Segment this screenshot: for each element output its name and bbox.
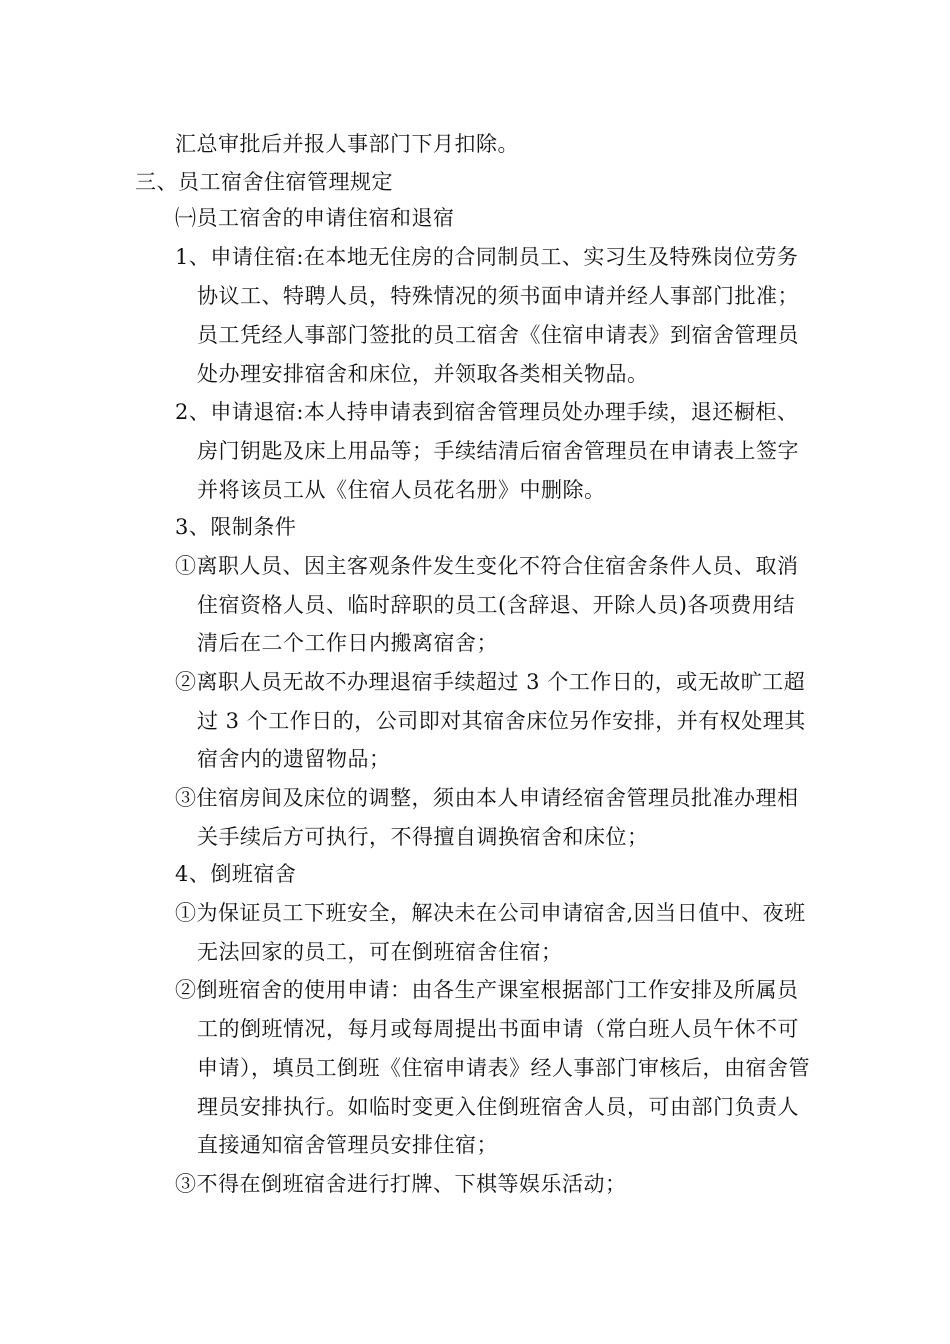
- text-line: ②倒班宿舍的使用申请：由各生产课室根据部门工作安排及所属员: [175, 978, 799, 1002]
- text-line: ③不得在倒班宿舍进行打牌、下棋等娱乐活动；: [175, 1172, 627, 1196]
- text-line: ②离职人员无故不办理退宿手续超过 3 个工作日的，或无故旷工超: [175, 670, 806, 694]
- subsection-heading: 3、限制条件: [175, 515, 297, 539]
- text-line: 员工凭经人事部门签批的员工宿舍《住宿申请表》到宿舍管理员: [197, 323, 799, 347]
- text-line: 2、申请退宿:本人持申请表到宿舍管理员处办理手续，退还橱柜、: [175, 400, 799, 424]
- text-line: 住宿资格人员、临时辞职的员工(含辞退、开除人员)各项费用结: [197, 593, 795, 617]
- text-line: 工的倒班情况，每月或每周提出书面申请（常白班人员午休不可: [197, 1017, 799, 1041]
- text-line: 1、申请住宿:在本地无住房的合同制员工、实习生及特殊岗位劳务: [175, 245, 799, 269]
- subsection-heading: ㈠员工宿舍的申请住宿和退宿: [175, 206, 455, 230]
- text-line: 无法回家的员工，可在倒班宿舍住宿；: [197, 940, 563, 964]
- text-line: 直接通知宿舍管理员安排住宿；: [197, 1133, 498, 1157]
- text-line: 协议工、特聘人员，特殊情况的须书面申请并经人事部门批准；: [197, 284, 799, 308]
- text-line: ③住宿房间及床位的调整，须由本人申请经宿舍管理员批准办理相: [175, 786, 799, 810]
- subsection-heading: 4、倒班宿舍: [175, 862, 297, 886]
- text-line: 关手续后方可执行，不得擅自调换宿舍和床位；: [197, 825, 649, 849]
- text-line: 处办理安排宿舍和床位，并领取各类相关物品。: [197, 362, 649, 386]
- text-line: 并将该员工从《住宿人员花名册》中删除。: [197, 478, 606, 502]
- text-line: 过 3 个工作日的，公司即对其宿舍床位另作安排，并有权处理其: [197, 709, 806, 733]
- text-line: 房门钥匙及床上用品等；手续结清后宿舍管理员在申请表上签字: [197, 439, 799, 463]
- section-heading: 三、员工宿舍住宿管理规定: [135, 170, 393, 194]
- text-line: ①为保证员工下班安全，解决未在公司申请宿舍,因当日值中、夜班: [175, 901, 806, 925]
- text-line: ①离职人员、因主客观条件发生变化不符合住宿舍条件人员、取消: [175, 554, 799, 578]
- text-line: 汇总审批后并报人事部门下月扣除。: [175, 132, 519, 156]
- text-line: 申请），填员工倒班《住宿申请表》经人事部门审核后，由宿舍管: [197, 1056, 810, 1080]
- text-line: 宿舍内的遗留物品；: [197, 747, 391, 771]
- text-line: 理员安排执行。如临时变更入住倒班宿舍人员，可由部门负责人: [197, 1095, 799, 1119]
- text-line: 清后在二个工作日内搬离宿舍；: [197, 631, 498, 655]
